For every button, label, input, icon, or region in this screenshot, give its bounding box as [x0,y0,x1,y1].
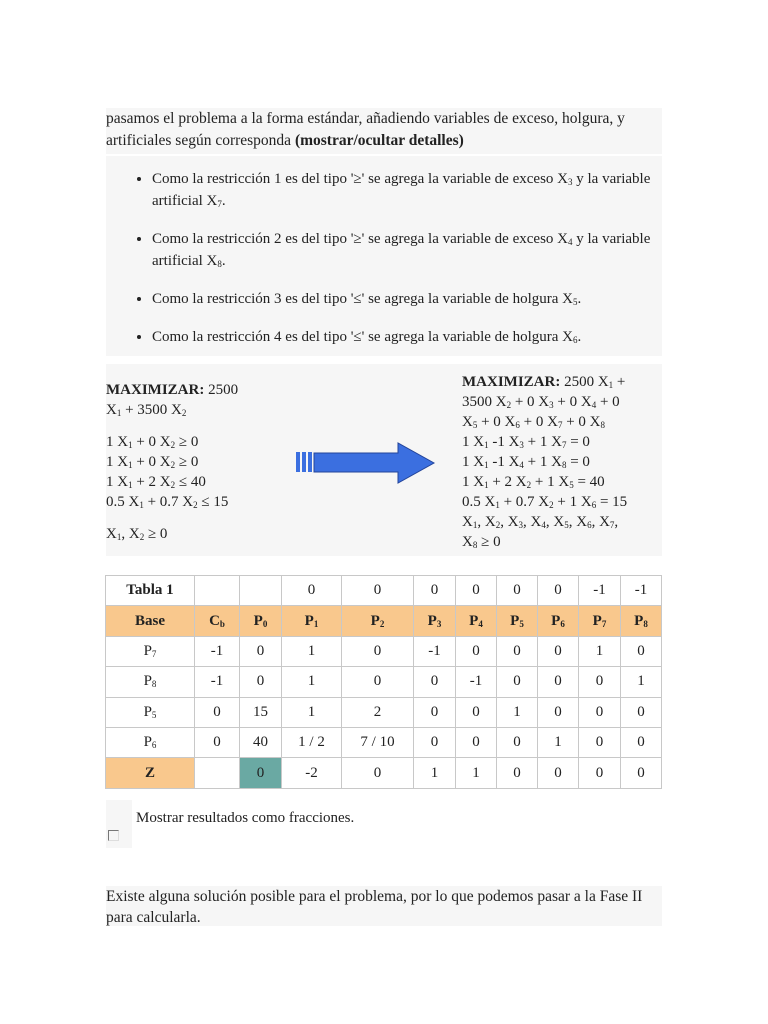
fractions-label: Mostrar resultados como fracciones. [136,810,355,826]
table-row: $P_6$ 0 40 1 / 2 7 / 10 0 0 0 1 0 0 [106,727,662,757]
toggle-details-link[interactable]: (mostrar/ocultar detalles) [294,132,464,149]
constraint: 1 $X_1$ -1 $X_4 + 1$ $X_8 = 0$ [462,454,590,470]
table-header-row: Base $C_b$ $P_0$ $P_1$ $P_2$ $P_3$ $P_4$ $P_5$ $P_6$ $P_7$ $P_8$ [106,606,662,636]
conclusion-paragraph: Existe alguna solución posible para el problema, por lo que podemos pasar a la Fase II para calcularla. [106,886,662,926]
details-list [106,156,662,356]
constraint: 1 $X_1 + 0$ $X_2 \ge 0$ [106,454,199,470]
original-problem: MAXIMIZAR: 2500 $X_1 + 3500$ $X_2$ 1 $X_1 + 0$ $X_2 \ge 0$ 1 $X_1 + 0$ $X_2 \ge 0$ 1 $X_1 + 2$ $X_2 \le 40$ 0.5 $X_1 + 0.7$ $X_2 \le 15$ $X_1$, $X_2 \ge 0$ [106,380,276,544]
constraint: 1 $X_1 + 2$ $X_2 \le 40$ [106,474,206,490]
table-row: $P_7$ -1 0 1 0 -1 0 0 0 1 0 [106,636,662,666]
fractions-checkbox[interactable] [108,830,119,841]
nonnegativity: $X_1$, $X_2 \ge 0$ [106,526,168,542]
list-item: • Como la restricción 4 es del tipo '≤' se agrega la variable de holgura $X_6$. [152,326,662,348]
z-row: Z 0 -2 0 1 1 0 0 0 0 [106,758,662,788]
list-item: • Como la restricción 1 es del tipo '≥' se agrega la variable de exceso $X_3$ y la variable artificial $X_7$. [152,168,662,212]
list-item: • Como la restricción 3 es del tipo '≤' se agrega la variable de holgura $X_5$. [152,288,662,310]
list-item: • Como la restricción 2 es del tipo '≥' se agrega la variable de exceso $X_4$ y la variable artificial $X_8$. [152,228,662,272]
constraint: 1 $X_1 + 2$ $X_2 + 1$ $X_5 = 40$ [462,474,605,490]
constraint: 1 $X_1 + 0$ $X_2 \ge 0$ [106,434,199,450]
constraint: 0.5 $X_1 + 0.7$ $X_2 + 1$ $X_6 = 15$ [462,494,628,510]
table-row: Tabla 1 0 0 0 0 0 0 -1 -1 [106,576,662,606]
pivot-cell: 0 [240,758,282,788]
right-arrow-icon [296,442,436,486]
standard-form-problem: MAXIMIZAR: 2500 $X_1$ + 3500 $X_2 + 0$ $X_3 + 0$ $X_4 + 0$ $X_5 + 0$ $X_6 + 0$ $X_7 + 0$ $X_8$ 1 $X_1$ -1 $X_3 + 1$ $X_7 = 0$ 1 $X_1$ -1 $X_4 + 1$ $X_8 = 0$ 1 $X_1 + 2$ $X_2 + 1$ $X_5 = 40$ 0.5 $X_1 + 0.7$ $X_2 + 1$ $X_6 = 15$ $X_1$, $X_2$, $X_3$, $X_4$, $X_5$, $X_6$, $X_7$, $X_8 \ge 0$ [462,372,658,552]
table-row: $P_8$ -1 0 1 0 0 -1 0 0 0 1 [106,667,662,697]
constraint: 0.5 $X_1 + 0.7$ $X_2 \le 15$ [106,494,229,510]
table-row: $P_5$ 0 15 1 2 0 0 1 0 0 0 [106,697,662,727]
simplex-table [105,575,662,789]
table-title: Tabla 1 [106,576,195,606]
intro-paragraph: pasamos el problema a la forma estándar, añadiendo variables de exceso, holgura, y artificiales según corresponda (mostrar/ocultar detalles) [106,108,662,154]
problem-transformation [106,364,662,556]
constraint: 1 $X_1$ -1 $X_3 + 1$ $X_7 = 0$ [462,434,590,450]
